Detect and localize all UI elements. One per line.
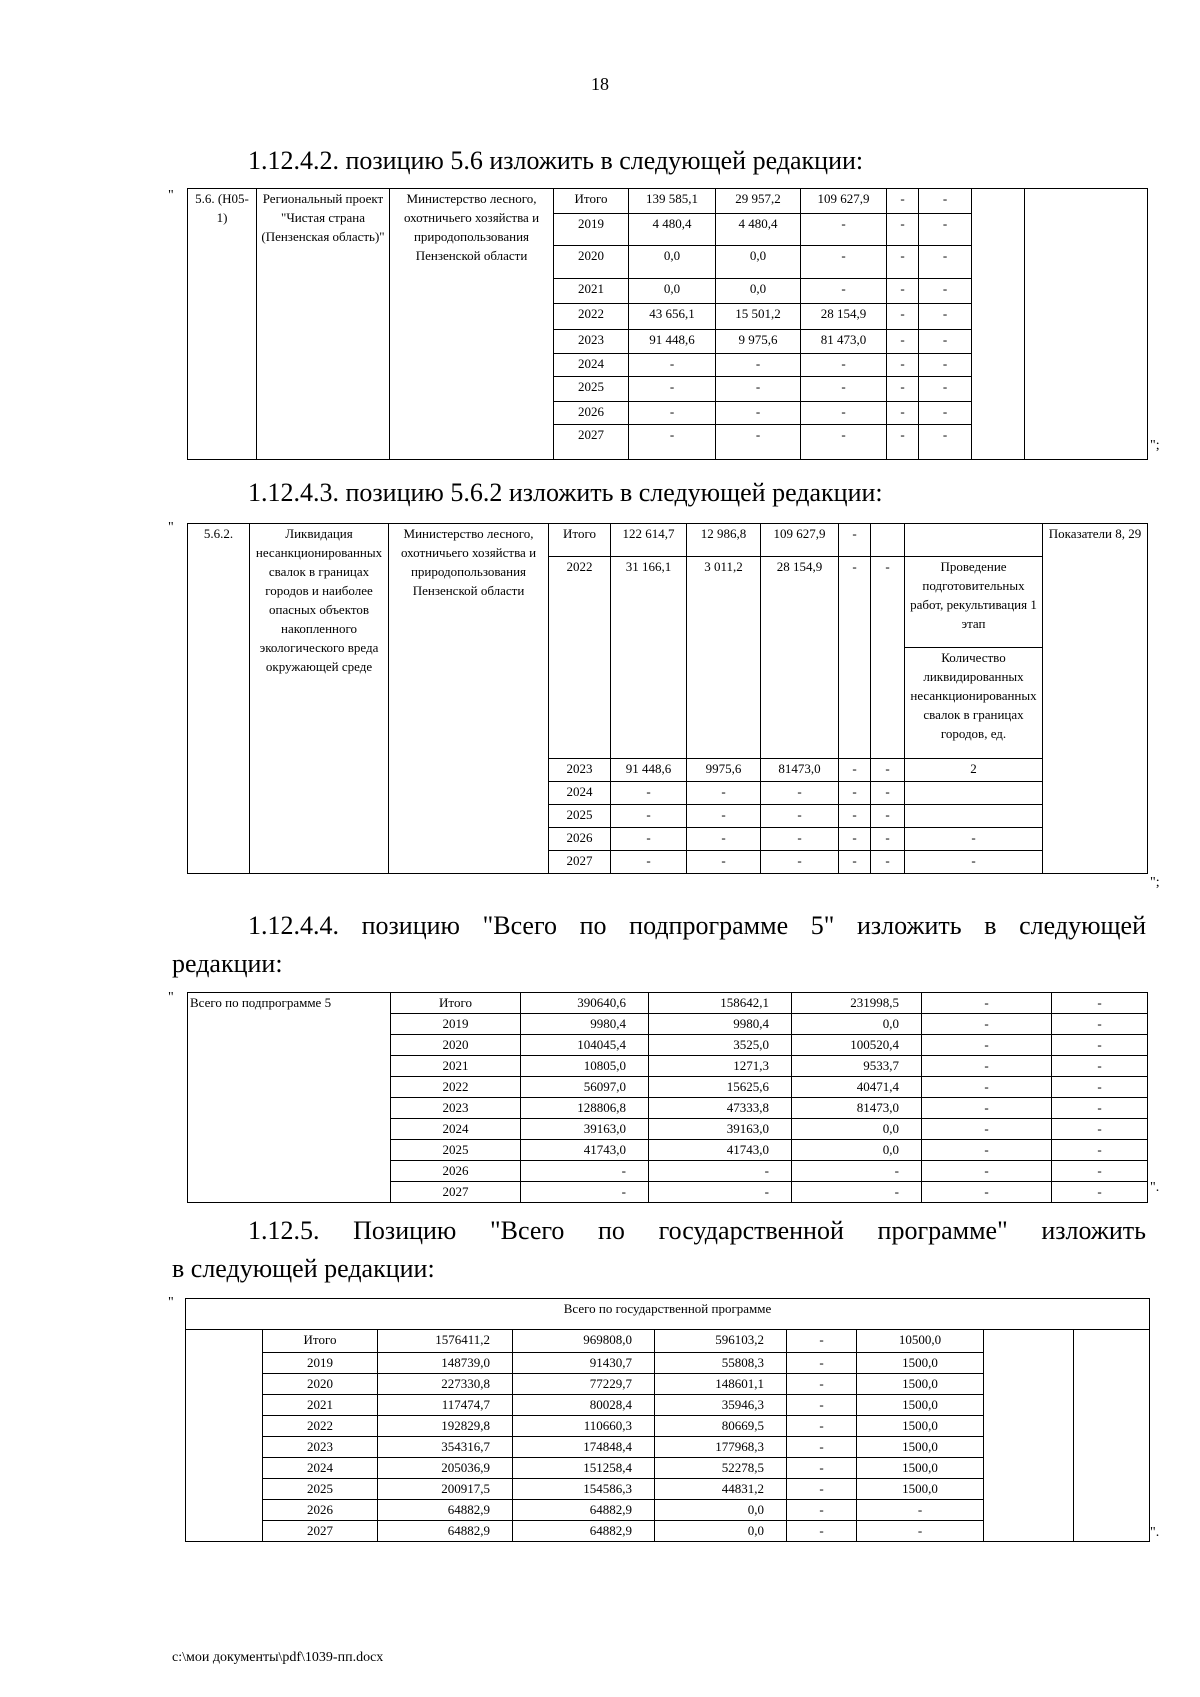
empty-cell	[905, 524, 1043, 557]
value-cell: -	[1052, 1182, 1148, 1203]
heading-word: "Всего	[482, 911, 557, 940]
value-cell: 100520,4	[792, 1035, 922, 1056]
value-cell: -	[1052, 993, 1148, 1014]
heading-word: государственной	[658, 1216, 844, 1245]
value-cell: -	[1052, 1098, 1148, 1119]
value-cell: 122 614,7	[611, 524, 687, 557]
value-cell: -	[629, 377, 716, 402]
value-cell: -	[801, 354, 887, 377]
value-cell: -	[887, 214, 919, 246]
section1-close-quote: ";	[1150, 438, 1160, 453]
year-cell: 2025	[391, 1140, 521, 1161]
value-cell: 55808,3	[655, 1353, 787, 1374]
section2-open-quote: "	[168, 520, 174, 535]
value-cell: -	[801, 425, 887, 460]
value-cell: -	[887, 304, 919, 330]
value-cell: 596103,2	[655, 1330, 787, 1353]
value-cell: 109 627,9	[801, 189, 887, 214]
year-cell: Итого	[391, 993, 521, 1014]
value-cell: -	[922, 1140, 1052, 1161]
value-cell: -	[716, 354, 801, 377]
value-cell: -	[839, 828, 871, 851]
value-cell: -	[716, 402, 801, 425]
section2-heading: 1.12.4.3. позицию 5.6.2 изложить в следующей редакции:	[248, 478, 883, 507]
value-cell: 31 166,1	[611, 557, 687, 759]
heading-word: по	[598, 1216, 625, 1245]
value-cell: 41743,0	[649, 1140, 792, 1161]
heading-word: Позицию	[353, 1216, 457, 1245]
value-cell: 80669,5	[655, 1416, 787, 1437]
year-cell: 2023	[549, 759, 611, 782]
value-cell: -	[919, 377, 972, 402]
value-cell: -	[1052, 1014, 1148, 1035]
section2-close-quote: ";	[1150, 875, 1160, 890]
value-cell: 1271,3	[649, 1056, 792, 1077]
value-cell: -	[716, 425, 801, 460]
value-cell: -	[887, 330, 919, 354]
value-cell: -	[839, 805, 871, 828]
value-cell: 1500,0	[857, 1374, 984, 1395]
empty-cell	[984, 1330, 1074, 1542]
value-cell: 91430,7	[513, 1353, 655, 1374]
year-cell: 2021	[391, 1056, 521, 1077]
value-cell: -	[922, 1182, 1052, 1203]
value-cell: 0,0	[629, 246, 716, 279]
value-cell: -	[1052, 1077, 1148, 1098]
value-cell: -	[787, 1437, 857, 1458]
value-cell: -	[887, 377, 919, 402]
result-cell: Количество ликвидированных несанкционированных свалок в границах городов, ед.	[905, 648, 1043, 759]
value-cell: -	[919, 304, 972, 330]
executor-cell: Министерство лесного, охотничьего хозяйства и природопользования Пензенской области	[390, 189, 554, 460]
value-cell: 0,0	[655, 1500, 787, 1521]
value-cell: 56097,0	[521, 1077, 649, 1098]
value-cell: 15 501,2	[716, 304, 801, 330]
value-cell: -	[801, 279, 887, 304]
value-cell: -	[611, 851, 687, 874]
value-cell: 117474,7	[378, 1395, 513, 1416]
value-cell: -	[887, 279, 919, 304]
value-cell: 174848,4	[513, 1437, 655, 1458]
value-cell: -	[919, 189, 972, 214]
heading-word: подпрограмме	[629, 911, 789, 940]
value-cell: 1576411,2	[378, 1330, 513, 1353]
value-cell: 1500,0	[857, 1416, 984, 1437]
value-cell: 28 154,9	[761, 557, 839, 759]
value-cell: -	[1052, 1119, 1148, 1140]
value-cell: 80028,4	[513, 1395, 655, 1416]
heading-word: "Всего	[490, 1216, 565, 1245]
value-cell: 3525,0	[649, 1035, 792, 1056]
value-cell: -	[521, 1161, 649, 1182]
value-cell: 1500,0	[857, 1479, 984, 1500]
value-cell: -	[919, 214, 972, 246]
value-cell: 77229,7	[513, 1374, 655, 1395]
year-cell: 2026	[554, 402, 629, 425]
footer-file-path: c:\мои документы\pdf\1039-пп.docx	[172, 1650, 384, 1665]
year-cell: 2024	[549, 782, 611, 805]
year-cell: 2020	[391, 1035, 521, 1056]
value-cell: 231998,5	[792, 993, 922, 1014]
value-cell: -	[871, 828, 905, 851]
section3-heading-line1	[172, 907, 1146, 945]
value-cell: -	[919, 354, 972, 377]
value-cell: -	[857, 1500, 984, 1521]
value-cell: -	[857, 1521, 984, 1542]
value-cell: -	[801, 214, 887, 246]
year-cell: 2022	[549, 557, 611, 759]
value-cell: 91 448,6	[629, 330, 716, 354]
value-cell: -	[887, 189, 919, 214]
value-cell: -	[839, 759, 871, 782]
value-cell: -	[787, 1479, 857, 1500]
value-cell: -	[787, 1500, 857, 1521]
value-cell: 0,0	[629, 279, 716, 304]
row-id-cell: 5.6. (Н05-1)	[188, 189, 257, 460]
value-cell: -	[871, 805, 905, 828]
section4-heading-line1	[172, 1212, 1146, 1250]
value-cell: 47333,8	[649, 1098, 792, 1119]
value-cell: 52278,5	[655, 1458, 787, 1479]
value-cell: -	[787, 1374, 857, 1395]
year-cell: 2021	[554, 279, 629, 304]
value-cell: 151258,4	[513, 1458, 655, 1479]
section4-heading-line2: в следующей редакции:	[172, 1254, 435, 1283]
value-cell: 110660,3	[513, 1416, 655, 1437]
value-cell: 4 480,4	[716, 214, 801, 246]
section3-open-quote: "	[168, 990, 174, 1005]
value-cell: 0,0	[792, 1014, 922, 1035]
value-cell: 3 011,2	[687, 557, 761, 759]
value-cell: 41743,0	[521, 1140, 649, 1161]
value-cell: -	[839, 557, 871, 759]
heading-word: в	[984, 911, 997, 940]
value-cell: 29 957,2	[716, 189, 801, 214]
value-cell: 9980,4	[521, 1014, 649, 1035]
value-cell: 177968,3	[655, 1437, 787, 1458]
year-cell: 2026	[391, 1161, 521, 1182]
value-cell: 1500,0	[857, 1395, 984, 1416]
value-cell: 64882,9	[378, 1500, 513, 1521]
page-number: 18	[591, 74, 609, 94]
section4-open-quote: "	[168, 1295, 174, 1310]
value-cell	[871, 524, 905, 557]
value-cell: 1500,0	[857, 1437, 984, 1458]
year-cell: 2023	[263, 1437, 378, 1458]
value-cell: -	[716, 377, 801, 402]
value-cell: -	[792, 1182, 922, 1203]
value-cell: 0,0	[716, 279, 801, 304]
value-cell: -	[611, 828, 687, 851]
heading-word: 5"	[810, 911, 835, 940]
value-cell: -	[1052, 1161, 1148, 1182]
program-total-title: Всего по государственной программе	[186, 1299, 1150, 1330]
year-cell: 2025	[554, 377, 629, 402]
heading-word: изложить	[1041, 1216, 1146, 1245]
result-cell: Проведение подготовительных работ, рекультивация 1 этап	[905, 557, 1043, 648]
section2-table	[187, 523, 1148, 874]
value-cell: 64882,9	[513, 1500, 655, 1521]
value-cell: -	[1052, 1056, 1148, 1077]
value-cell: -	[922, 1056, 1052, 1077]
empty-cell	[1025, 189, 1148, 460]
year-cell: 2019	[391, 1014, 521, 1035]
value-cell: -	[761, 828, 839, 851]
value-cell: -	[787, 1330, 857, 1353]
empty-cell	[1074, 1330, 1150, 1542]
value-cell: -	[922, 1119, 1052, 1140]
value-cell: 4 480,4	[629, 214, 716, 246]
value-cell: -	[919, 330, 972, 354]
value-cell: -	[887, 402, 919, 425]
value-cell: -	[611, 805, 687, 828]
value-cell: 12 986,8	[687, 524, 761, 557]
value-cell: 64882,9	[513, 1521, 655, 1542]
value-cell: 148739,0	[378, 1353, 513, 1374]
year-cell: 2024	[554, 354, 629, 377]
year-cell: 2024	[263, 1458, 378, 1479]
heading-word: 1.12.5.	[248, 1216, 320, 1245]
value-cell: -	[839, 524, 871, 557]
value-cell: -	[1052, 1035, 1148, 1056]
value-cell: 9533,7	[792, 1056, 922, 1077]
value-cell: 0,0	[792, 1119, 922, 1140]
value-cell: -	[919, 246, 972, 279]
value-cell: -	[521, 1182, 649, 1203]
value-cell: 28 154,9	[801, 304, 887, 330]
value-cell: 40471,4	[792, 1077, 922, 1098]
year-cell: 2027	[263, 1521, 378, 1542]
section1-open-quote: "	[168, 188, 174, 203]
value-cell: 227330,8	[378, 1374, 513, 1395]
value-cell: 1500,0	[857, 1458, 984, 1479]
value-cell: -	[687, 805, 761, 828]
table-row	[188, 524, 1148, 557]
value-cell: 91 448,6	[611, 759, 687, 782]
value-cell: 81 473,0	[801, 330, 887, 354]
section3-heading-line2: редакции:	[172, 949, 283, 978]
value-cell: 0,0	[655, 1521, 787, 1542]
value-cell: 148601,1	[655, 1374, 787, 1395]
section4-heading	[172, 1212, 1146, 1288]
value-cell: -	[871, 851, 905, 874]
value-cell: -	[922, 1014, 1052, 1035]
year-cell: 2024	[391, 1119, 521, 1140]
empty-cell	[972, 189, 1025, 460]
value-cell: -	[919, 279, 972, 304]
year-cell: 2023	[391, 1098, 521, 1119]
year-cell: 2019	[263, 1353, 378, 1374]
value-cell: 10805,0	[521, 1056, 649, 1077]
value-cell: -	[801, 246, 887, 279]
value-cell: -	[761, 805, 839, 828]
value-cell: 9975,6	[687, 759, 761, 782]
value-cell: 128806,8	[521, 1098, 649, 1119]
heading-word: по	[579, 911, 607, 940]
empty-cell	[186, 1330, 263, 1542]
year-cell: 2027	[391, 1182, 521, 1203]
result-value-cell	[905, 805, 1043, 828]
value-cell: 44831,2	[655, 1479, 787, 1500]
year-cell: 2026	[263, 1500, 378, 1521]
value-cell: -	[922, 1098, 1052, 1119]
value-cell: -	[922, 1161, 1052, 1182]
value-cell: 109 627,9	[761, 524, 839, 557]
value-cell: 43 656,1	[629, 304, 716, 330]
value-cell: -	[787, 1353, 857, 1374]
year-cell: 2019	[554, 214, 629, 246]
year-cell: 2022	[263, 1416, 378, 1437]
value-cell: -	[922, 993, 1052, 1014]
heading-word: позицию	[361, 911, 460, 940]
value-cell: -	[919, 425, 972, 460]
value-cell: -	[887, 425, 919, 460]
year-cell: 2020	[554, 246, 629, 279]
section4-table	[185, 1298, 1150, 1542]
heading-word: следующей	[1019, 911, 1146, 940]
value-cell: 200917,5	[378, 1479, 513, 1500]
value-cell: 39163,0	[649, 1119, 792, 1140]
result-value-cell: -	[905, 851, 1043, 874]
year-cell: 2025	[263, 1479, 378, 1500]
table-row	[186, 1299, 1150, 1330]
year-cell: 2021	[263, 1395, 378, 1416]
table-row	[188, 189, 1148, 214]
value-cell: -	[871, 557, 905, 759]
measure-name-cell: Ликвидация несанкционированных свалок в границах городов и наиболее опасных объектов накопленного экологического вреда окружающей среде	[250, 524, 389, 874]
value-cell: -	[839, 782, 871, 805]
year-cell: 2022	[554, 304, 629, 330]
value-cell: 9980,4	[649, 1014, 792, 1035]
value-cell: -	[687, 782, 761, 805]
value-cell: -	[887, 246, 919, 279]
value-cell: 9 975,6	[716, 330, 801, 354]
heading-word: изложить	[857, 911, 962, 940]
year-cell: Итого	[263, 1330, 378, 1353]
section1-heading: 1.12.4.2. позицию 5.6 изложить в следующей редакции:	[248, 146, 864, 175]
heading-word: 1.12.4.4.	[248, 911, 339, 940]
table-row	[188, 993, 1148, 1014]
value-cell: -	[629, 354, 716, 377]
value-cell: -	[611, 782, 687, 805]
value-cell: -	[787, 1458, 857, 1479]
value-cell: -	[629, 425, 716, 460]
value-cell: -	[922, 1035, 1052, 1056]
section3-table	[187, 992, 1148, 1203]
value-cell: -	[629, 402, 716, 425]
value-cell: -	[787, 1395, 857, 1416]
value-cell: 39163,0	[521, 1119, 649, 1140]
value-cell: -	[787, 1416, 857, 1437]
value-cell: 0,0	[792, 1140, 922, 1161]
table-row	[186, 1330, 1150, 1353]
heading-word: программе"	[877, 1216, 1008, 1245]
value-cell: 35946,3	[655, 1395, 787, 1416]
row-id-cell: 5.6.2.	[188, 524, 250, 874]
subprogram-total-label: Всего по подпрограмме 5	[188, 993, 391, 1203]
value-cell: 81473,0	[761, 759, 839, 782]
indicators-cell: Показатели 8, 29	[1043, 524, 1148, 874]
value-cell: -	[787, 1521, 857, 1542]
value-cell: -	[687, 851, 761, 874]
value-cell: 15625,6	[649, 1077, 792, 1098]
value-cell: 154586,3	[513, 1479, 655, 1500]
value-cell: 390640,6	[521, 993, 649, 1014]
value-cell: 104045,4	[521, 1035, 649, 1056]
year-cell: 2023	[554, 330, 629, 354]
value-cell: 158642,1	[649, 993, 792, 1014]
value-cell: -	[649, 1161, 792, 1182]
value-cell: 354316,7	[378, 1437, 513, 1458]
value-cell: -	[801, 402, 887, 425]
value-cell: -	[922, 1077, 1052, 1098]
value-cell: 192829,8	[378, 1416, 513, 1437]
value-cell: -	[871, 782, 905, 805]
executor-cell: Министерство лесного, охотничьего хозяйства и природопользования Пензенской области	[389, 524, 549, 874]
value-cell: 81473,0	[792, 1098, 922, 1119]
value-cell: 1500,0	[857, 1353, 984, 1374]
value-cell: 139 585,1	[629, 189, 716, 214]
value-cell: 10500,0	[857, 1330, 984, 1353]
value-cell: -	[687, 828, 761, 851]
value-cell: 205036,9	[378, 1458, 513, 1479]
result-value-cell	[905, 782, 1043, 805]
value-cell: -	[792, 1161, 922, 1182]
year-cell: 2027	[554, 425, 629, 460]
value-cell: -	[761, 782, 839, 805]
result-value-cell: -	[905, 828, 1043, 851]
year-cell: Итого	[554, 189, 629, 214]
value-cell: -	[919, 402, 972, 425]
value-cell: 969808,0	[513, 1330, 655, 1353]
value-cell: 64882,9	[378, 1521, 513, 1542]
value-cell: 0,0	[716, 246, 801, 279]
value-cell: -	[871, 759, 905, 782]
year-cell: 2020	[263, 1374, 378, 1395]
section1-table	[187, 188, 1148, 460]
year-cell: Итого	[549, 524, 611, 557]
year-cell: 2026	[549, 828, 611, 851]
year-cell: 2025	[549, 805, 611, 828]
year-cell: 2022	[391, 1077, 521, 1098]
value-cell: -	[1052, 1140, 1148, 1161]
value-cell: -	[761, 851, 839, 874]
section3-heading	[172, 907, 1146, 983]
project-name-cell: Региональный проект "Чистая страна (Пензенская область)"	[257, 189, 390, 460]
value-cell: -	[801, 377, 887, 402]
year-cell: 2027	[549, 851, 611, 874]
value-cell: -	[649, 1182, 792, 1203]
value-cell: -	[839, 851, 871, 874]
value-cell: -	[887, 354, 919, 377]
section4-close-quote: ".	[1150, 1525, 1160, 1540]
result-value-cell: 2	[905, 759, 1043, 782]
section3-close-quote: ".	[1150, 1180, 1160, 1195]
